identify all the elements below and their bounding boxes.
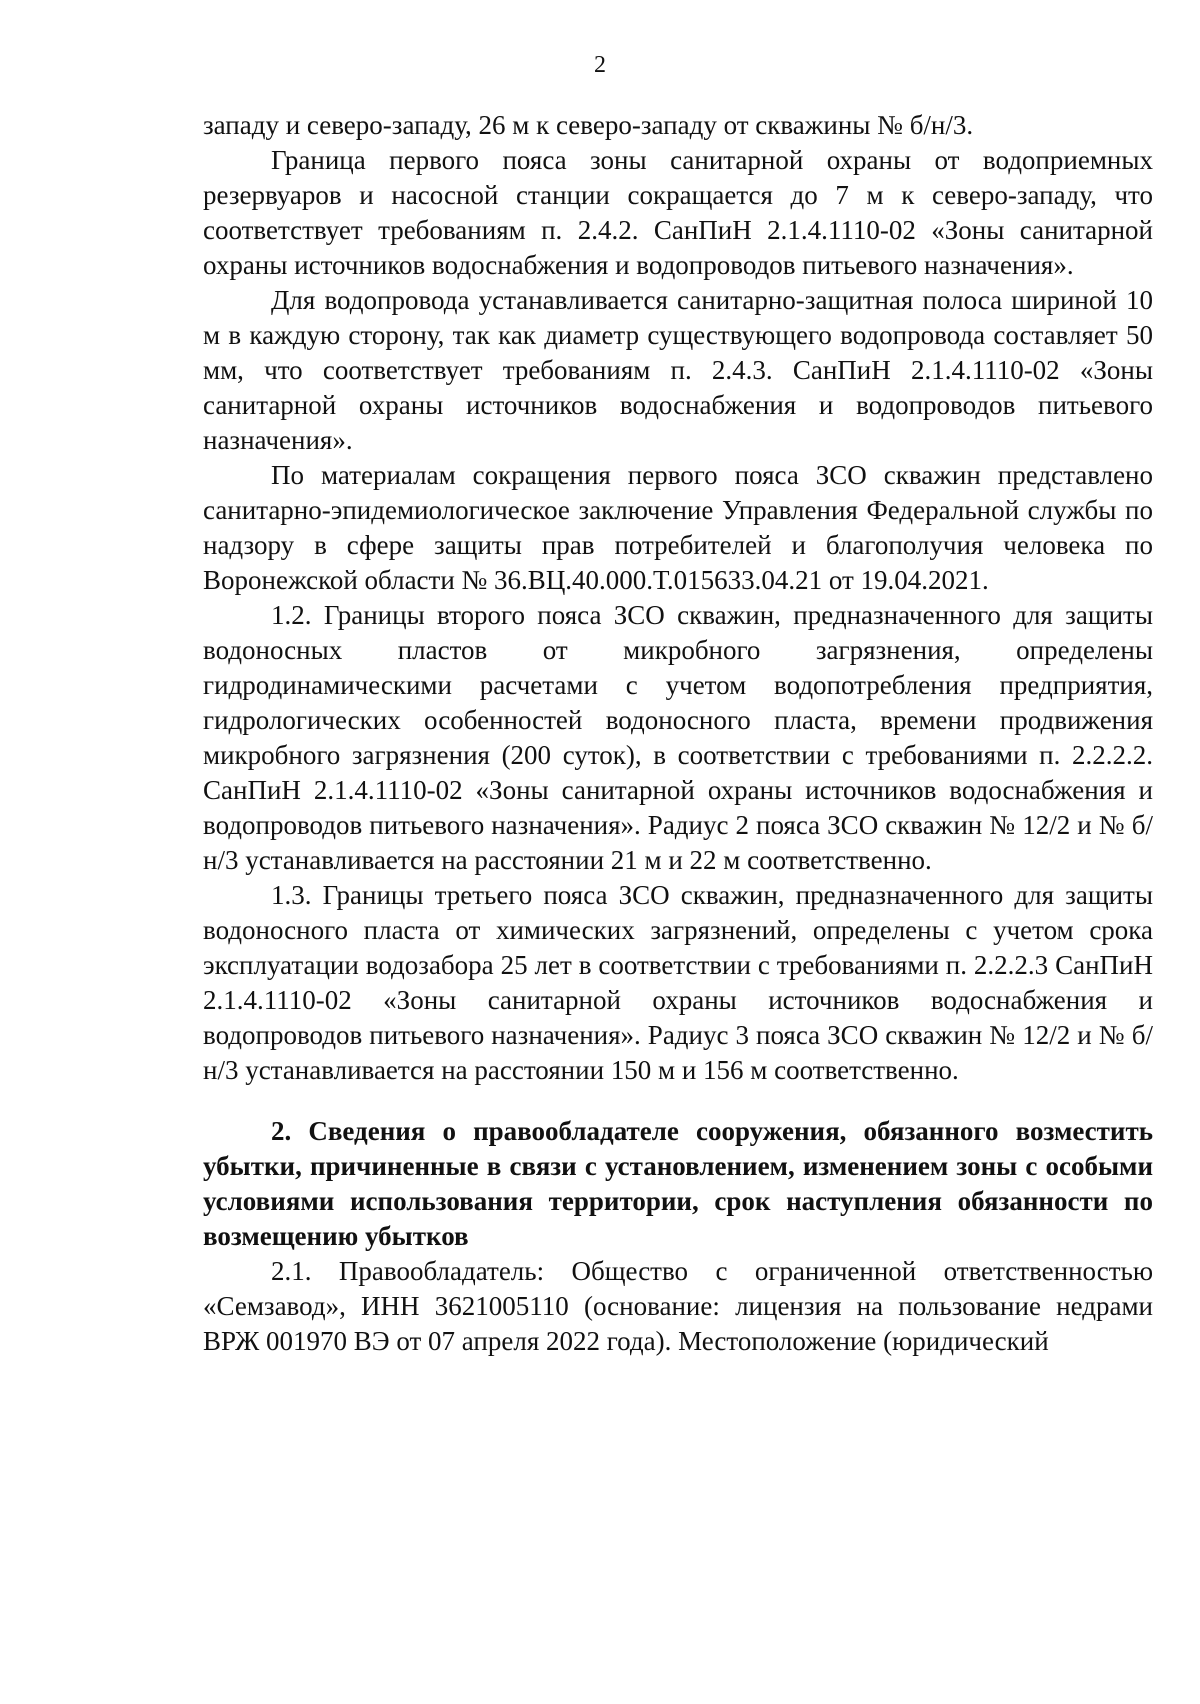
paragraph-rightholder: 2.1. Правообладатель: Общество с ограниченной ответственностью «Семзавод», ИНН 3621005110 (основание: лицензия на пользование недрами ВРЖ 001970 ВЭ от 07 апреля 2022 года). Местоположение (юридический [203, 1256, 1153, 1356]
paragraph-second-zone: 1.2. Границы второго пояса ЗСО скважин, предназначенного для защиты водоносных пластов от микробного загрязнения, определены гидродинамическими расчетами с учетом водопотребления предприятия, гидрологических особенностей водоносного пласта, времени продвижения микробного загрязнения (200 суток), в соответствии с требованиями п. 2.2.2.2. СанПиН 2.1.4.1110-02 «Зоны санитарной охраны источников водоснабжения и водопроводов питьевого назначения». Радиус 2 пояса ЗСО скважин № 12/2 и № б/н/3 устанавливается на расстоянии 21 м и 22 м соответственно. [203, 600, 1153, 875]
page-number: 2 [594, 52, 606, 78]
paragraph-first-zone-boundary: Граница первого пояса зоны санитарной охраны от водоприемных резервуаров и насосной станции сокращается до 7 м к северо-западу, что соответствует требованиям п. 2.4.2. СанПиН 2.1.4.1110-02 «Зоны санитарной охраны источников водоснабжения и водопроводов питьевого назначения». [203, 145, 1153, 280]
paragraph-water-pipeline-strip: Для водопровода устанавливается санитарно-защитная полоса шириной 10 м в каждую сторону, так как диаметр существующего водопровода составляет 50 мм, что соответствует требованиям п. 2.4.3. СанПиН 2.1.4.1110-02 «Зоны санитарной охраны источников водоснабжения и водопроводов питьевого назначения». [203, 285, 1153, 455]
section-heading: 2. Сведения о правообладателе сооружения, обязанного возместить убытки, причиненные в связи с установлением, изменением зоны с особыми условиями использования территории, срок наступления обязанности по возмещению убытков [203, 1116, 1153, 1251]
paragraph-sanitary-conclusion: По материалам сокращения первого пояса ЗСО скважин представлено санитарно-эпидемиологическое заключение Управления Федеральной службы по надзору в сфере защиты прав потребителей и благополучия человека по Воронежской области № 36.ВЦ.40.000.Т.015633.04.21 от 19.04.2021. [203, 460, 1153, 595]
paragraph-continuation: западу и северо-западу, 26 м к северо-западу от скважины № б/н/3. [203, 110, 974, 140]
paragraph-third-zone: 1.3. Границы третьего пояса ЗСО скважин, предназначенного для защиты водоносного пласта от химических загрязнений, определены с учетом срока эксплуатации водозабора 25 лет в соответствии с требованиями п. 2.2.2.3 СанПиН 2.1.4.1110-02 «Зоны санитарной охраны источников водоснабжения и водопроводов питьевого назначения». Радиус 3 пояса ЗСО скважин № 12/2 и № б/н/3 устанавливается на расстоянии 150 м и 156 м соответственно. [203, 880, 1153, 1085]
document-body [203, 108, 1153, 1359]
